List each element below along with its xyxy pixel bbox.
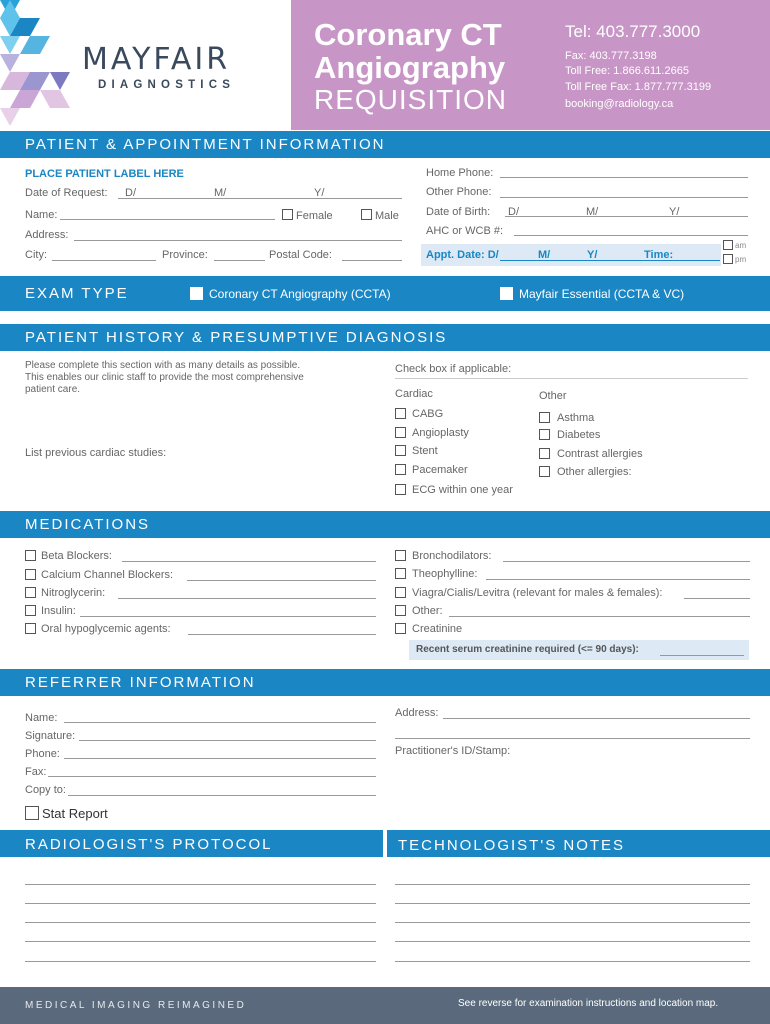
ref-address-label: Address:: [395, 707, 439, 719]
creatinine-note: Recent serum creatinine required (<= 90 days):: [416, 644, 639, 655]
nitro-checkbox[interactable]: [25, 587, 36, 598]
ref-fax-label: Fax:: [25, 766, 47, 778]
appt-date-label: Appt. Date: D/: [426, 249, 499, 261]
stat-report-label: Stat Report: [42, 806, 108, 821]
section-patient-header: PATIENT & APPOINTMENT INFORMATION: [0, 131, 770, 158]
angioplasty-label: Angioplasty: [412, 427, 469, 439]
am-label: am: [735, 241, 747, 250]
footer-note: See reverse for examination instructions and location map.: [458, 998, 719, 1009]
city-label: City:: [25, 249, 47, 261]
dob-y: Y/: [669, 206, 680, 218]
ccta-checkbox[interactable]: [190, 287, 203, 300]
radiologist-line-2[interactable]: [25, 903, 376, 904]
essential-checkbox[interactable]: [500, 287, 513, 300]
radiologist-line-5[interactable]: [25, 961, 376, 962]
radiologist-line-3[interactable]: [25, 922, 376, 923]
pm-label: pm: [735, 255, 747, 264]
viagra-field[interactable]: [684, 598, 750, 599]
appt-m: M/: [538, 249, 551, 261]
bronchodilators-field[interactable]: [503, 561, 750, 562]
diabetes-label: Diabetes: [557, 429, 601, 441]
section-medications-header: MEDICATIONS: [0, 511, 770, 538]
pacemaker-checkbox[interactable]: [395, 464, 406, 475]
technologist-line-1[interactable]: [395, 884, 750, 885]
section-history-header: PATIENT HISTORY & PRESUMPTIVE DIAGNOSIS: [0, 324, 770, 351]
home-phone-label: Home Phone:: [426, 167, 494, 179]
beta-blockers-checkbox[interactable]: [25, 550, 36, 561]
male-label: Male: [375, 210, 399, 222]
insulin-checkbox[interactable]: [25, 605, 36, 616]
viagra-label: Viagra/Cialis/Levitra (relevant for males & females):: [412, 587, 663, 599]
oral-hypo-checkbox[interactable]: [25, 623, 36, 634]
postal-code-field[interactable]: [342, 260, 402, 261]
creatinine-label: Creatinine: [412, 623, 463, 635]
other-title: Other: [539, 390, 567, 402]
dob-d: D/: [508, 206, 519, 218]
dor-y: Y/: [314, 187, 325, 199]
contrast-allergies-label: Contrast allergies: [557, 448, 643, 460]
other-med-field[interactable]: [449, 616, 750, 617]
radiologist-line-1[interactable]: [25, 884, 376, 885]
title-line1: Coronary CT: [314, 17, 502, 52]
ref-signature-field[interactable]: [79, 740, 376, 741]
exam-type-title: EXAM TYPE: [25, 285, 129, 302]
postal-code-label: Postal Code:: [269, 249, 332, 261]
province-field[interactable]: [214, 260, 265, 261]
theophylline-field[interactable]: [486, 579, 750, 580]
ahc-label: AHC or WCB #:: [426, 225, 504, 237]
date-of-request-field[interactable]: [118, 198, 402, 199]
other-allergies-checkbox[interactable]: [539, 466, 550, 477]
ahc-field[interactable]: [514, 235, 748, 236]
ref-practitioner-label: Practitioner's ID/Stamp:: [395, 745, 511, 757]
contact-tel: Tel: 403.777.3000: [565, 22, 701, 41]
ref-address-field-1[interactable]: [443, 718, 750, 719]
ref-address-field-2[interactable]: [395, 738, 750, 739]
other-phone-label: Other Phone:: [426, 186, 492, 198]
nitro-label: Nitroglycerin:: [41, 587, 106, 599]
other-allergies-label: Other allergies:: [557, 466, 632, 478]
female-checkbox[interactable]: [282, 209, 293, 220]
ref-signature-label: Signature:: [25, 730, 76, 742]
cabg-checkbox[interactable]: [395, 408, 406, 419]
appt-date-field[interactable]: [500, 260, 720, 261]
asthma-label: Asthma: [557, 412, 595, 424]
date-of-request-label: Date of Request:: [25, 187, 108, 199]
address-field[interactable]: [74, 240, 402, 241]
ref-phone-label: Phone:: [25, 748, 60, 760]
stat-report-checkbox[interactable]: [25, 806, 39, 820]
essential-label: Mayfair Essential (CCTA & VC): [519, 287, 685, 301]
address-label: Address:: [25, 229, 69, 241]
contact-email[interactable]: booking@radiology.ca: [565, 98, 674, 110]
other-med-label: Other:: [412, 605, 443, 617]
oral-hypo-field[interactable]: [188, 634, 376, 635]
pacemaker-label: Pacemaker: [412, 464, 468, 476]
ref-copy-label: Copy to:: [25, 784, 66, 796]
dob-label: Date of Birth:: [426, 206, 491, 218]
footer-tagline: MEDICAL IMAGING REIMAGINED: [25, 1000, 247, 1011]
insulin-label: Insulin:: [41, 605, 76, 617]
other-phone-field[interactable]: [500, 197, 748, 198]
ref-copy-field[interactable]: [68, 795, 376, 796]
ccb-checkbox[interactable]: [25, 569, 36, 580]
city-field[interactable]: [52, 260, 156, 261]
pm-checkbox[interactable]: [723, 254, 733, 264]
section-referrer-header: REFERRER INFORMATION: [0, 669, 770, 696]
technologist-line-2[interactable]: [395, 903, 750, 904]
ccta-label: Coronary CT Angiography (CCTA): [209, 287, 391, 301]
male-checkbox[interactable]: [361, 209, 372, 220]
logo-hexagon-pattern: [0, 0, 80, 130]
ecg-label: ECG within one year: [412, 484, 513, 496]
oral-hypo-label: Oral hypoglycemic agents:: [41, 623, 171, 635]
bronchodilators-label: Bronchodilators:: [412, 550, 492, 562]
check-box-label: Check box if applicable:: [395, 363, 512, 375]
ref-phone-field[interactable]: [64, 758, 376, 759]
nitro-field[interactable]: [118, 598, 376, 599]
bronchodilators-checkbox[interactable]: [395, 550, 406, 561]
history-intro-2: This enables our clinic staff to provide the most comprehensive: [25, 372, 304, 383]
logo-wordmark: MAYFAIR: [82, 42, 231, 77]
dob-m: M/: [586, 206, 599, 218]
stent-label: Stent: [412, 445, 438, 457]
cabg-label: CABG: [412, 408, 444, 420]
creatinine-checkbox[interactable]: [395, 623, 406, 634]
technologist-line-4[interactable]: [395, 941, 750, 942]
insulin-field[interactable]: [80, 616, 376, 617]
stent-checkbox[interactable]: [395, 445, 406, 456]
province-label: Province:: [162, 249, 208, 261]
beta-blockers-field[interactable]: [122, 561, 376, 562]
dor-m: M/: [214, 187, 227, 199]
check-box-divider: [395, 378, 748, 379]
title-line2: Angiography: [314, 50, 506, 85]
ref-fax-field[interactable]: [48, 776, 376, 777]
name-field[interactable]: [60, 219, 275, 220]
ccb-field[interactable]: [187, 580, 376, 581]
logo-subtitle: DIAGNOSTICS: [98, 79, 236, 91]
ecg-checkbox[interactable]: [395, 484, 406, 495]
technologist-line-3[interactable]: [395, 922, 750, 923]
title-line3: REQUISITION: [314, 84, 508, 115]
appt-y: Y/: [587, 249, 598, 261]
angioplasty-checkbox[interactable]: [395, 427, 406, 438]
theophylline-checkbox[interactable]: [395, 568, 406, 579]
viagra-checkbox[interactable]: [395, 587, 406, 598]
radiologist-title: RADIOLOGIST'S PROTOCOL: [25, 836, 273, 853]
ref-name-label: Name:: [25, 712, 58, 724]
contact-toll-free: Toll Free: 1.866.611.2665: [565, 65, 689, 77]
cardiac-title: Cardiac: [395, 388, 433, 400]
asthma-checkbox[interactable]: [539, 412, 550, 423]
history-intro-1: Please complete this section with as many details as possible.: [25, 360, 301, 371]
diabetes-checkbox[interactable]: [539, 429, 550, 440]
dor-d: D/: [125, 187, 136, 199]
history-intro-3: patient care.: [25, 384, 81, 395]
name-label: Name:: [25, 209, 58, 221]
contrast-allergies-checkbox[interactable]: [539, 448, 550, 459]
theophylline-label: Theophylline:: [412, 568, 478, 580]
technologist-title: TECHNOLOGIST'S NOTES: [398, 837, 626, 854]
home-phone-field[interactable]: [500, 177, 748, 178]
list-previous-label: List previous cardiac studies:: [25, 447, 167, 459]
dob-field[interactable]: [505, 216, 748, 217]
contact-fax: Fax: 403.777.3198: [565, 50, 657, 62]
creatinine-note-field[interactable]: [660, 655, 744, 656]
female-label: Female: [296, 210, 333, 222]
am-checkbox[interactable]: [723, 240, 733, 250]
beta-blockers-label: Beta Blockers:: [41, 550, 112, 562]
appt-time-label: Time:: [644, 249, 674, 261]
ref-name-field[interactable]: [64, 722, 376, 723]
other-med-checkbox[interactable]: [395, 605, 406, 616]
ccb-label: Calcium Channel Blockers:: [41, 569, 174, 581]
contact-toll-free-fax: Toll Free Fax: 1.877.777.3199: [565, 81, 712, 93]
radiologist-line-4[interactable]: [25, 941, 376, 942]
patient-label-placeholder: PLACE PATIENT LABEL HERE: [25, 168, 184, 180]
technologist-line-5[interactable]: [395, 961, 750, 962]
